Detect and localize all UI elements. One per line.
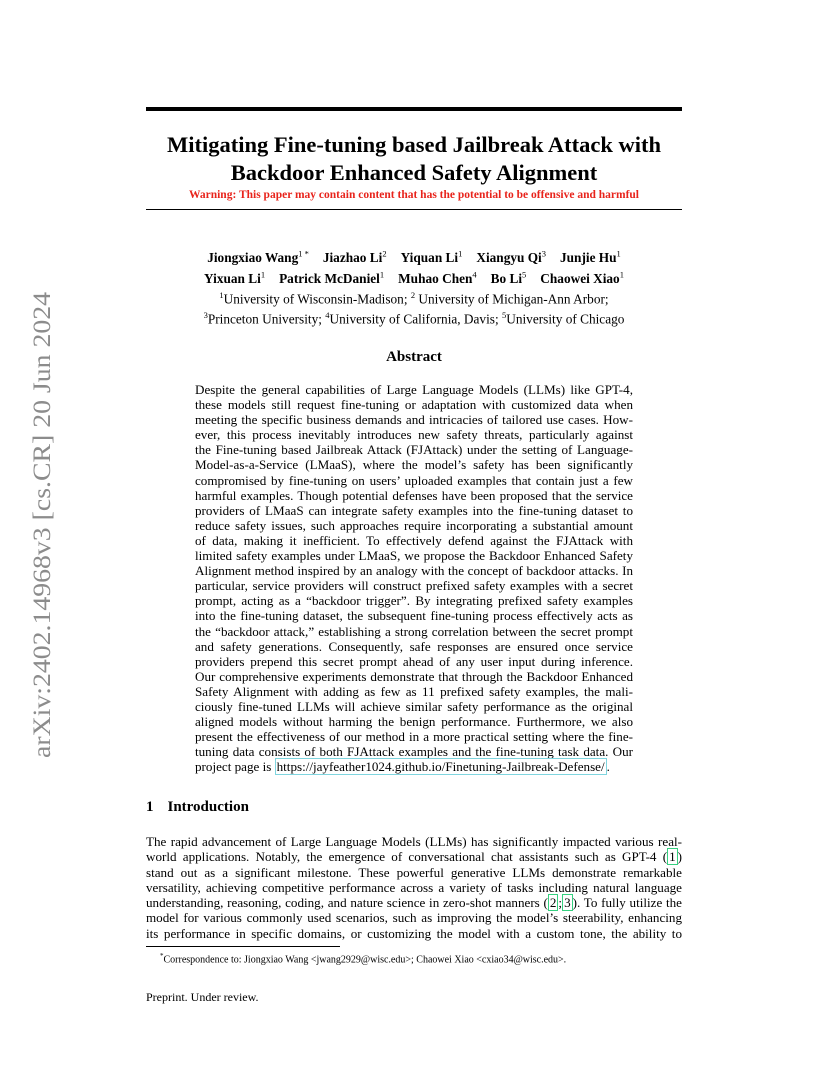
footnote [146,950,682,966]
author-name: Muhao Chen$^4$ [398,269,477,286]
paper-title [146,131,682,187]
abstract-line: the “backdoor attack,” establishing a strong correlation between the secret prompt [195,623,633,639]
body-line: its performance in specific domains, or customizing the model with a custom tone, the ability to [146,925,682,941]
author-name: Jiongxiao Wang$^{1 *}$ [207,249,309,266]
abstract-line: ever, this process inevitably introduces new safety threats, particularly against [195,427,633,443]
abstract-line: compromised by fine-tuning on users’ uploaded examples that contain just a few [195,472,633,488]
abstract-line: these models still request fine-tuning or adaptation with customized data when [195,397,633,413]
body-line: world applications. Notably, the emergence of conversational chat assistants such as GPT-4 ( 1 ) [146,849,682,865]
author-name: Bo Li$^5$ [490,269,527,286]
body-line: The rapid advancement of Large Language Models (LLMs) has significantly impacted various real- [146,834,682,849]
abstract-line: ciously fine-tuned LLMs will achieve similar safety performance as the original [195,698,633,714]
author-name: Patrick McDaniel$^1$ [279,269,385,286]
citation-link[interactable]: 2 [549,895,557,911]
abstract-line: aligned models without harming the benign performance. Furthermore, we also [195,714,633,730]
title-line-1: Mitigating Fine-tuning based Jailbreak Attack with [166,132,661,157]
abstract-line: Alignment method inspired by an analogy with the concept of backdoor attacks. In [195,563,633,579]
body-line: understanding, reasoning, coding, and nature science in zero-shot manners ( 2 ; 3 ). To fully utilize the [146,895,682,911]
abstract-line: Despite the general capabilities of Large Language Models (LLMs) like GPT-4, [195,382,633,397]
abstract-line: Model-as-a-Service (LMaaS), where the model’s safety has been significantly [195,457,633,473]
section-title: Introduction [167,799,249,815]
abstract-line: Our comprehensive experiments demonstrate that through the Backdoor Enhanced [195,668,633,684]
arxiv-stamp [22,290,58,760]
abstract-line: into the fine-tuning dataset, the subsequent fine-tuning process effectively acts as [195,608,633,624]
abstract-line: the Fine-tuning based Jailbreak Attack (FJAttack) under the setting of Language- [195,442,633,458]
abstract-line: Safety Alignment with adding as few as 11 prefixed safety examples, the mali- [195,683,633,699]
content-warning: Warning: This paper may contain content that has the potential to be offensive and harmful [188,189,640,201]
abstract-line: particular, service providers will construct prefixed safety examples with a secret [195,578,633,594]
footnote-rule [146,946,340,947]
author-name: Xiangyu Qi$^3$ [476,249,547,266]
section-number: 1 [146,799,154,815]
body-line: model for various commonly used scenarios, such as improving the model’s steerability, enhancing [146,910,682,926]
abstract-line: and safety generations. Consequently, safe responses are ensured once service [195,638,633,654]
title-top-rule [146,107,682,111]
footnote-text: Correspondence to: Jiongxiao Wang <jwang2929@wisc.edu>; Chaowei Xiao <cxiao34@wisc.edu>. [163,954,567,966]
abstract-line: prompt, acting as a “backdoor trigger”. By integrating prefixed safety examples [195,593,633,609]
arxiv-stamp-text: arXiv:2402.14968v3 [cs.CR] 20 Jun 2024 [27,330,56,758]
author-row-2 [146,266,682,286]
affiliation-line-2: $^3$Princeton University; $^4$University of California, Davis; $^5$University of Chicago [203,310,625,327]
abstract-line: tuning data consists of both FJAttack examples and the fine-tuning task data. Our [195,744,633,760]
title-bottom-rule [146,209,682,210]
author-name: Jiazhao Li$^2$ [322,249,387,266]
footnote-mark: * [160,952,164,960]
author-block [146,246,682,328]
abstract-body [195,382,633,774]
preprint-note: Preprint. Under review. [146,990,259,1004]
author-name: Chaowei Xiao$^1$ [540,269,624,286]
abstract-line: providers prepend this secret prompt ahead of any user input during inference. [195,653,633,669]
title-line-2: Backdoor Enhanced Safety Alignment [230,160,598,185]
abstract-line: reduce safety issues, such approaches require incorporating a substantial amount [195,517,633,533]
body-line: stand out as a significant milestone. These powerful generative LLMs demonstrate remarkable [146,864,682,880]
citation-link[interactable]: 1 [669,849,676,865]
abstract-line: providers of LMaaS can integrate safety examples into the fine-tuning dataset to [195,502,633,518]
affiliation-line-1: $^1$University of Wisconsin-Madison; $^2$ University of Michigan-Ann Arbor; [219,289,609,307]
introduction-body [146,834,682,941]
author-name: Yiquan Li$^1$ [400,249,463,266]
body-line: versatility, achieving competitive performance across a variety of tasks including natural language [146,879,682,895]
abstract-line: harmful examples. Though potential defenses have been proposed that the service [195,487,633,503]
author-row-1 [146,246,682,266]
project-page-link[interactable]: https://jayfeather1024.github.io/Finetuning-Jailbreak-Defense/ [276,759,605,775]
abstract-line: meeting the specific business demands and intricacies of tailored use cases. How- [195,412,633,428]
author-name: Junjie Hu$^1$ [560,249,621,266]
section-heading-introduction [146,798,249,816]
abstract-line: present the effectiveness of our method in a more practical setting where the fine- [195,729,633,745]
abstract-line: of data, making it inefficient. To effectively defend against the FJAttack with [195,532,633,548]
author-name: Yixuan Li$^1$ [204,269,266,286]
abstract-line: limited safety examples under LMaaS, we propose the Backdoor Enhanced Safety [195,548,633,564]
abstract-heading: Abstract [386,349,442,365]
abstract-last-line: project page is https://jayfeather1024.github.io/Finetuning-Jailbreak-Defense/ . [195,759,610,775]
citation-link[interactable]: 3 [564,895,571,911]
